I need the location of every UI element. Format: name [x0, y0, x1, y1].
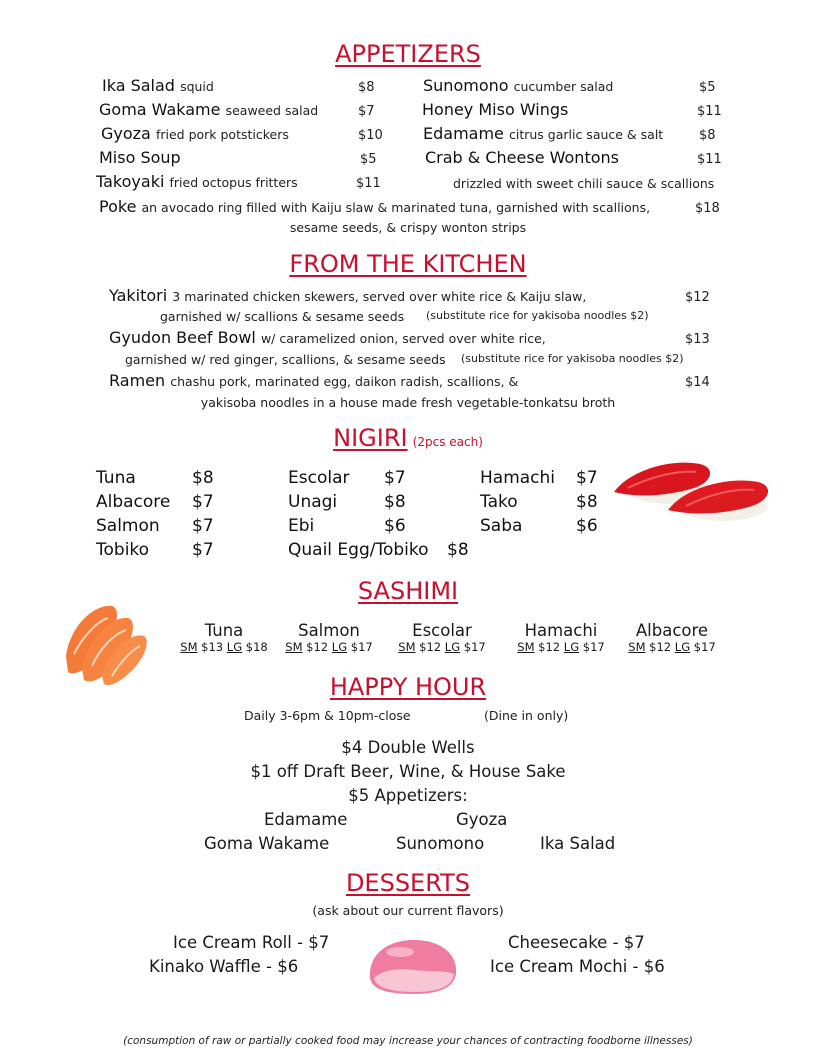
item-name: Crab & Cheese Wontons: [425, 148, 619, 167]
kitchen-title: FROM THE KITCHEN: [289, 250, 527, 278]
item-desc-continued: garnished w/ scallions & sesame seeds: [160, 309, 405, 324]
sashimi-item: [612, 621, 732, 654]
item-desc: chashu pork, marinated egg, daikon radish, scallions, &: [170, 374, 519, 389]
menu-item: [109, 328, 679, 347]
sashimi-price: [164, 640, 284, 654]
nigiri-name: Unagi: [288, 492, 338, 512]
menu-item: [425, 148, 695, 167]
item-name: Miso Soup: [99, 148, 181, 167]
happy-hour-line: $4 Double Wells: [341, 738, 475, 757]
sashimi-price: [269, 640, 389, 654]
lg-price: $17: [350, 640, 373, 654]
sm-label: SM: [628, 640, 646, 654]
mochi-image: [364, 934, 462, 998]
item-desc: citrus garlic sauce & salt: [508, 127, 664, 142]
item-price: $5: [360, 152, 377, 167]
appetizers-title: APPETIZERS: [335, 40, 481, 68]
dessert-item: Ice Cream Mochi - $6: [490, 957, 665, 976]
item-price: $11: [697, 152, 722, 167]
nigiri-name: Tuna: [96, 468, 136, 488]
sashimi-title: SASHIMI: [357, 577, 459, 605]
sashimi-item: [269, 621, 389, 654]
item-name: Honey Miso Wings: [422, 100, 569, 119]
item-price: $11: [697, 104, 722, 119]
nigiri-price: $8: [576, 492, 598, 512]
item-desc: cucumber salad: [513, 79, 614, 94]
item-desc: w/ caramelized onion, served over white rice,: [260, 331, 546, 346]
lg-label: LG: [226, 640, 243, 654]
item-desc-continued: yakisoba noodles in a house made fresh vegetable-tonkatsu broth: [200, 395, 616, 410]
item-name: Yakitori: [109, 286, 168, 305]
lg-price: $18: [245, 640, 268, 654]
sm-label: SM: [517, 640, 535, 654]
sashimi-name: Albacore: [635, 621, 709, 640]
menu-item: [423, 76, 693, 95]
item-desc: an avocado ring filled with Kaiju slaw & marinated tuna, garnished with scallions,: [141, 200, 651, 215]
item-price: $10: [358, 128, 383, 143]
happy-hour-app: Sunomono: [396, 834, 485, 853]
happy-hour-title: HAPPY HOUR: [329, 673, 487, 701]
nigiri-price: $7: [192, 516, 214, 536]
sashimi-price: [501, 640, 621, 654]
item-name: Poke: [99, 197, 137, 216]
nigiri-name: Escolar: [288, 468, 350, 488]
item-desc: 3 marinated chicken skewers, served over white rice & Kaiju slaw,: [172, 289, 587, 304]
item-name: Takoyaki: [96, 172, 165, 191]
sm-label: SM: [180, 640, 198, 654]
sashimi-item: [501, 621, 621, 654]
desserts-title: DESSERTS: [345, 869, 471, 897]
lg-label: LG: [674, 640, 691, 654]
item-name: Edamame: [423, 124, 504, 143]
dine-in-note: (Dine in only): [484, 708, 569, 723]
item-price: $13: [685, 332, 710, 347]
item-price: $18: [695, 201, 720, 216]
nigiri-title: NIGIRI: [333, 424, 408, 452]
lg-label: LG: [563, 640, 580, 654]
item-desc: squid: [180, 79, 214, 94]
wonton-note: drizzled with sweet chili sauce & scallions: [453, 176, 715, 191]
item-name: Ramen: [109, 371, 166, 390]
nigiri-price: $6: [384, 516, 406, 536]
item-name: Ika Salad: [102, 76, 175, 95]
sashimi-name: Escolar: [412, 621, 472, 640]
nigiri-subtitle: (2pcs each): [412, 435, 483, 449]
item-name: Gyoza: [101, 124, 151, 143]
footer-disclaimer: (consumption of raw or partially cooked food may increase your chances of contracting foodborne illnesses): [123, 1035, 693, 1047]
nigiri-price: $6: [576, 516, 598, 536]
nigiri-name: Salmon: [96, 516, 160, 536]
item-substitution: (substitute rice for yakisoba noodles $2): [426, 309, 649, 322]
nigiri-price: $8: [384, 492, 406, 512]
item-price: $14: [685, 375, 710, 390]
lg-label: LG: [331, 640, 348, 654]
item-price: $5: [699, 80, 716, 95]
item-price: $8: [358, 80, 375, 95]
happy-hour-app: Edamame: [264, 810, 348, 829]
item-price: $11: [356, 176, 381, 191]
desserts-note: (ask about our current flavors): [312, 903, 504, 918]
happy-hour-times: Daily 3-6pm & 10pm-close: [244, 708, 411, 723]
nigiri-name: Albacore: [96, 492, 171, 512]
sashimi-item: [382, 621, 502, 654]
sm-label: SM: [398, 640, 416, 654]
happy-hour-app: Gyoza: [456, 810, 508, 829]
nigiri-price: $8: [192, 468, 214, 488]
nigiri-price: $7: [192, 492, 214, 512]
lg-label: LG: [444, 640, 461, 654]
sm-price: $13: [201, 640, 224, 654]
menu-item: [422, 100, 692, 119]
lg-price: $17: [463, 640, 486, 654]
sashimi-name: Salmon: [298, 621, 360, 640]
item-price: $7: [358, 104, 375, 119]
nigiri-header: [0, 424, 816, 452]
sashimi-price: [382, 640, 502, 654]
nigiri-price: $7: [192, 540, 214, 560]
item-price: $8: [699, 128, 716, 143]
item-desc: seaweed salad: [225, 103, 319, 118]
sm-price: $12: [649, 640, 672, 654]
sashimi-name: Tuna: [204, 621, 244, 640]
item-name: Gyudon Beef Bowl: [109, 328, 256, 347]
dessert-item: Kinako Waffle - $6: [149, 957, 299, 976]
nigiri-price: $7: [576, 468, 598, 488]
item-name: Goma Wakame: [99, 100, 221, 119]
item-desc: fried octopus fritters: [169, 175, 298, 190]
sashimi-item: [164, 621, 284, 654]
item-substitution: (substitute rice for yakisoba noodles $2): [461, 352, 684, 365]
sm-price: $12: [419, 640, 442, 654]
nigiri-name: Saba: [480, 516, 523, 536]
item-desc-continued: sesame seeds, & crispy wonton strips: [289, 220, 527, 235]
tuna-nigiri-image: [608, 452, 780, 530]
nigiri-name: Ebi: [288, 516, 315, 536]
sm-price: $12: [306, 640, 329, 654]
dessert-item: Ice Cream Roll - $7: [173, 933, 330, 952]
sashimi-price: [612, 640, 732, 654]
nigiri-name: Quail Egg/Tobiko: [288, 540, 429, 560]
nigiri-name: Hamachi: [480, 468, 556, 488]
item-name: Sunomono: [423, 76, 509, 95]
happy-hour-line: $1 off Draft Beer, Wine, & House Sake: [250, 762, 566, 781]
nigiri-price: $8: [447, 540, 469, 560]
menu-item: [109, 286, 679, 305]
sashimi-name: Hamachi: [524, 621, 598, 640]
sm-price: $12: [538, 640, 561, 654]
menu-item: [423, 124, 693, 143]
nigiri-price: $7: [384, 468, 406, 488]
item-price: $12: [685, 290, 710, 305]
happy-hour-line: $5 Appetizers:: [348, 786, 468, 805]
nigiri-name: Tobiko: [96, 540, 150, 560]
happy-hour-app: Ika Salad: [540, 834, 616, 853]
sm-label: SM: [285, 640, 303, 654]
menu-item-poke: [99, 197, 689, 216]
item-desc-continued: garnished w/ red ginger, scallions, & sesame seeds: [125, 352, 446, 367]
dessert-item: Cheesecake - $7: [508, 933, 645, 952]
lg-price: $17: [693, 640, 716, 654]
happy-hour-app: Goma Wakame: [204, 834, 330, 853]
item-desc: fried pork potstickers: [155, 127, 289, 142]
lg-price: $17: [582, 640, 605, 654]
menu-item: [109, 371, 679, 390]
nigiri-name: Tako: [480, 492, 518, 512]
